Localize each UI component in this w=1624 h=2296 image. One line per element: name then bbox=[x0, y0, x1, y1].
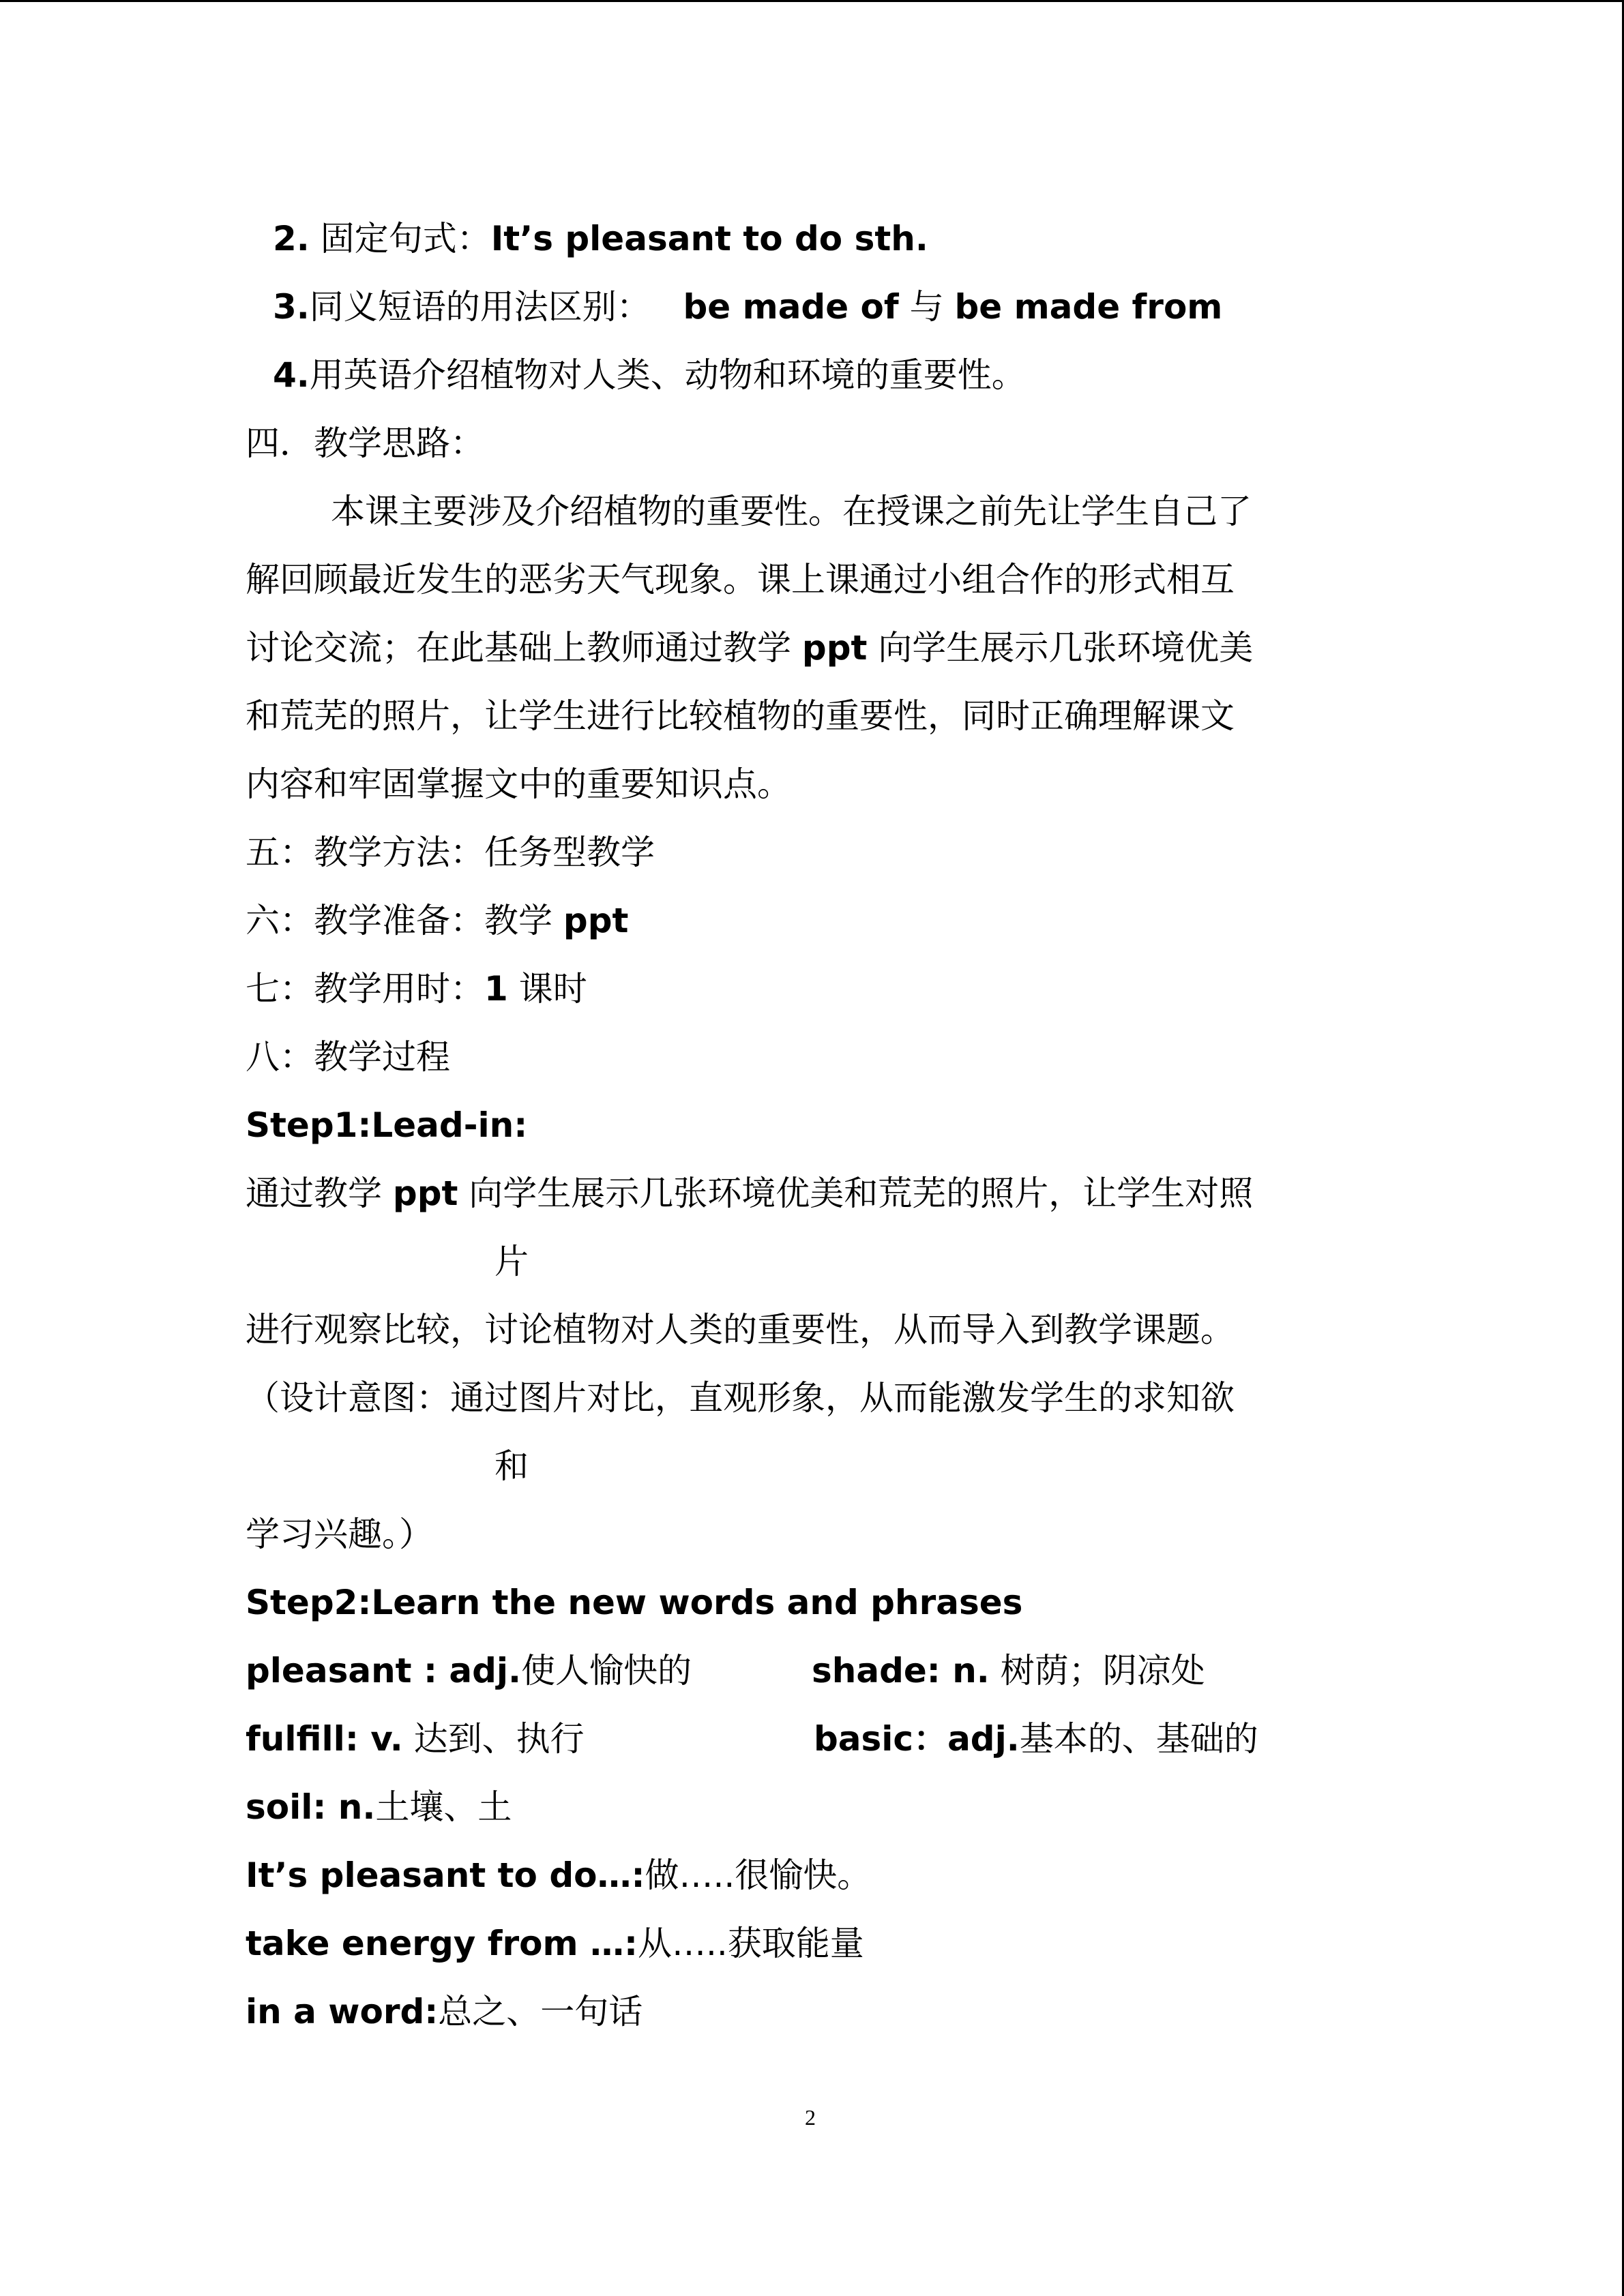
page-border-top bbox=[0, 0, 1624, 2]
goal-2-number: 2. bbox=[273, 219, 310, 258]
section-4-line-3-part-a: 讨论交流；在此基础上教师通过教学 bbox=[246, 628, 791, 668]
goal-2-english: It’s pleasant to do sth. bbox=[490, 219, 928, 258]
section-5-value: 任务型教学 bbox=[484, 833, 655, 872]
vocab-basic-meaning: 基本的、基础的 bbox=[1019, 1719, 1258, 1759]
vocab-pleasant-meaning: 使人愉快的 bbox=[521, 1651, 692, 1690]
vocab-fulfill bbox=[246, 1717, 585, 1761]
vocab-fulfill-meaning: 达到、执行 bbox=[413, 1719, 585, 1759]
phrase-its-pleasant-meaning: 做…..很愉快。 bbox=[645, 1855, 872, 1895]
section-6-label: 六：教学准备：教学 bbox=[246, 901, 552, 940]
step-1-heading: Step1:Lead-in: bbox=[246, 1105, 528, 1145]
vocab-pleasant bbox=[246, 1649, 692, 1693]
step-1-line-3-wrap: 和 bbox=[494, 1446, 529, 1486]
phrase-its-pleasant bbox=[246, 1853, 871, 1897]
phrase-in-a-word-term: in a word: bbox=[246, 1992, 439, 2031]
phrase-in-a-word bbox=[246, 1990, 643, 2033]
vocab-fulfill-term: fulfill: v. bbox=[246, 1719, 403, 1759]
step-1-line-1-part-a: 通过教学 bbox=[246, 1174, 382, 1213]
phrase-in-a-word-meaning: 总之、一句话 bbox=[438, 1992, 643, 2031]
step-1-line-4: 学习兴趣。） bbox=[246, 1515, 433, 1554]
section-7-number: 1 bbox=[484, 969, 508, 1009]
step-1-line-1 bbox=[246, 1172, 1253, 1215]
goal-3 bbox=[273, 285, 1222, 329]
step-1-line-1-part-b: 向学生展示几张环境优美和荒芜的照片，让学生对照 bbox=[469, 1174, 1254, 1213]
vocab-soil bbox=[246, 1785, 512, 1829]
section-4-paragraph-line-3 bbox=[246, 626, 1253, 670]
section-4-line-3-ppt: ppt bbox=[801, 628, 868, 668]
step-2-heading: Step2:Learn the new words and phrases bbox=[246, 1583, 1023, 1622]
vocab-shade bbox=[812, 1649, 1205, 1693]
step-1-line-3: （设计意图：通过图片对比，直观形象，从而能激发学生的求知欲 bbox=[246, 1378, 1235, 1418]
section-6 bbox=[246, 899, 628, 942]
vocab-basic bbox=[814, 1717, 1258, 1761]
vocab-basic-term: basic：adj. bbox=[814, 1719, 1020, 1759]
section-8-heading: 八：教学过程 bbox=[246, 1037, 450, 1077]
vocab-soil-term: soil: n. bbox=[246, 1787, 376, 1827]
goal-3-connector: 与 bbox=[909, 287, 944, 327]
goal-4-text: 用英语介绍植物对人类、动物和环境的重要性。 bbox=[309, 355, 1026, 395]
page-number: 2 bbox=[805, 2105, 816, 2130]
vocab-pleasant-term: pleasant : adj. bbox=[246, 1651, 522, 1690]
goal-4-number: 4. bbox=[273, 355, 310, 395]
section-7 bbox=[246, 967, 587, 1011]
phrase-take-energy bbox=[246, 1922, 864, 1965]
goal-3-phrase-2: be made from bbox=[954, 287, 1223, 327]
step-1-line-1-ppt: ppt bbox=[392, 1174, 458, 1213]
goal-3-phrase-1: be made of bbox=[683, 287, 899, 327]
section-7-unit: 课时 bbox=[518, 969, 587, 1009]
vocab-shade-term: shade: n. bbox=[812, 1651, 990, 1690]
section-4-paragraph-line-2: 解回顾最近发生的恶劣天气现象。课上课通过小组合作的形式相互 bbox=[246, 560, 1235, 599]
step-1-line-2: 进行观察比较，讨论植物对人类的重要性，从而导入到教学课题。 bbox=[246, 1310, 1235, 1350]
phrase-its-pleasant-term: It’s pleasant to do…: bbox=[246, 1855, 645, 1895]
section-4-paragraph-line-5: 内容和牢固掌握文中的重要知识点。 bbox=[246, 764, 791, 804]
goal-4 bbox=[273, 353, 1026, 397]
section-4-paragraph-line-1: 本课主要涉及介绍植物的重要性。在授课之前先让学生自己了 bbox=[331, 492, 1252, 531]
vocab-shade-meaning: 树荫；阴凉处 bbox=[1000, 1651, 1205, 1690]
step-1-line-1-wrap: 片 bbox=[494, 1242, 529, 1281]
section-4-heading: 四．教学思路： bbox=[246, 423, 484, 463]
goal-2-label: 固定句式： bbox=[320, 219, 491, 258]
goal-3-label: 同义短语的用法区别： bbox=[309, 287, 651, 327]
phrase-take-energy-meaning: 从…..获取能量 bbox=[638, 1924, 864, 1963]
section-4-line-3-part-b: 向学生展示几张环境优美 bbox=[878, 628, 1254, 668]
section-4-paragraph-line-4: 和荒芜的照片，让学生进行比较植物的重要性，同时正确理解课文 bbox=[246, 696, 1235, 736]
section-5-label: 五：教学方法： bbox=[246, 833, 484, 872]
section-5 bbox=[246, 831, 655, 874]
goal-2 bbox=[273, 217, 928, 260]
goal-3-number: 3. bbox=[273, 287, 310, 327]
section-7-label: 七：教学用时： bbox=[246, 969, 484, 1009]
phrase-take-energy-term: take energy from …: bbox=[246, 1924, 638, 1963]
section-6-ppt: ppt bbox=[563, 901, 629, 940]
vocab-soil-meaning: 土壤、土 bbox=[375, 1787, 512, 1827]
